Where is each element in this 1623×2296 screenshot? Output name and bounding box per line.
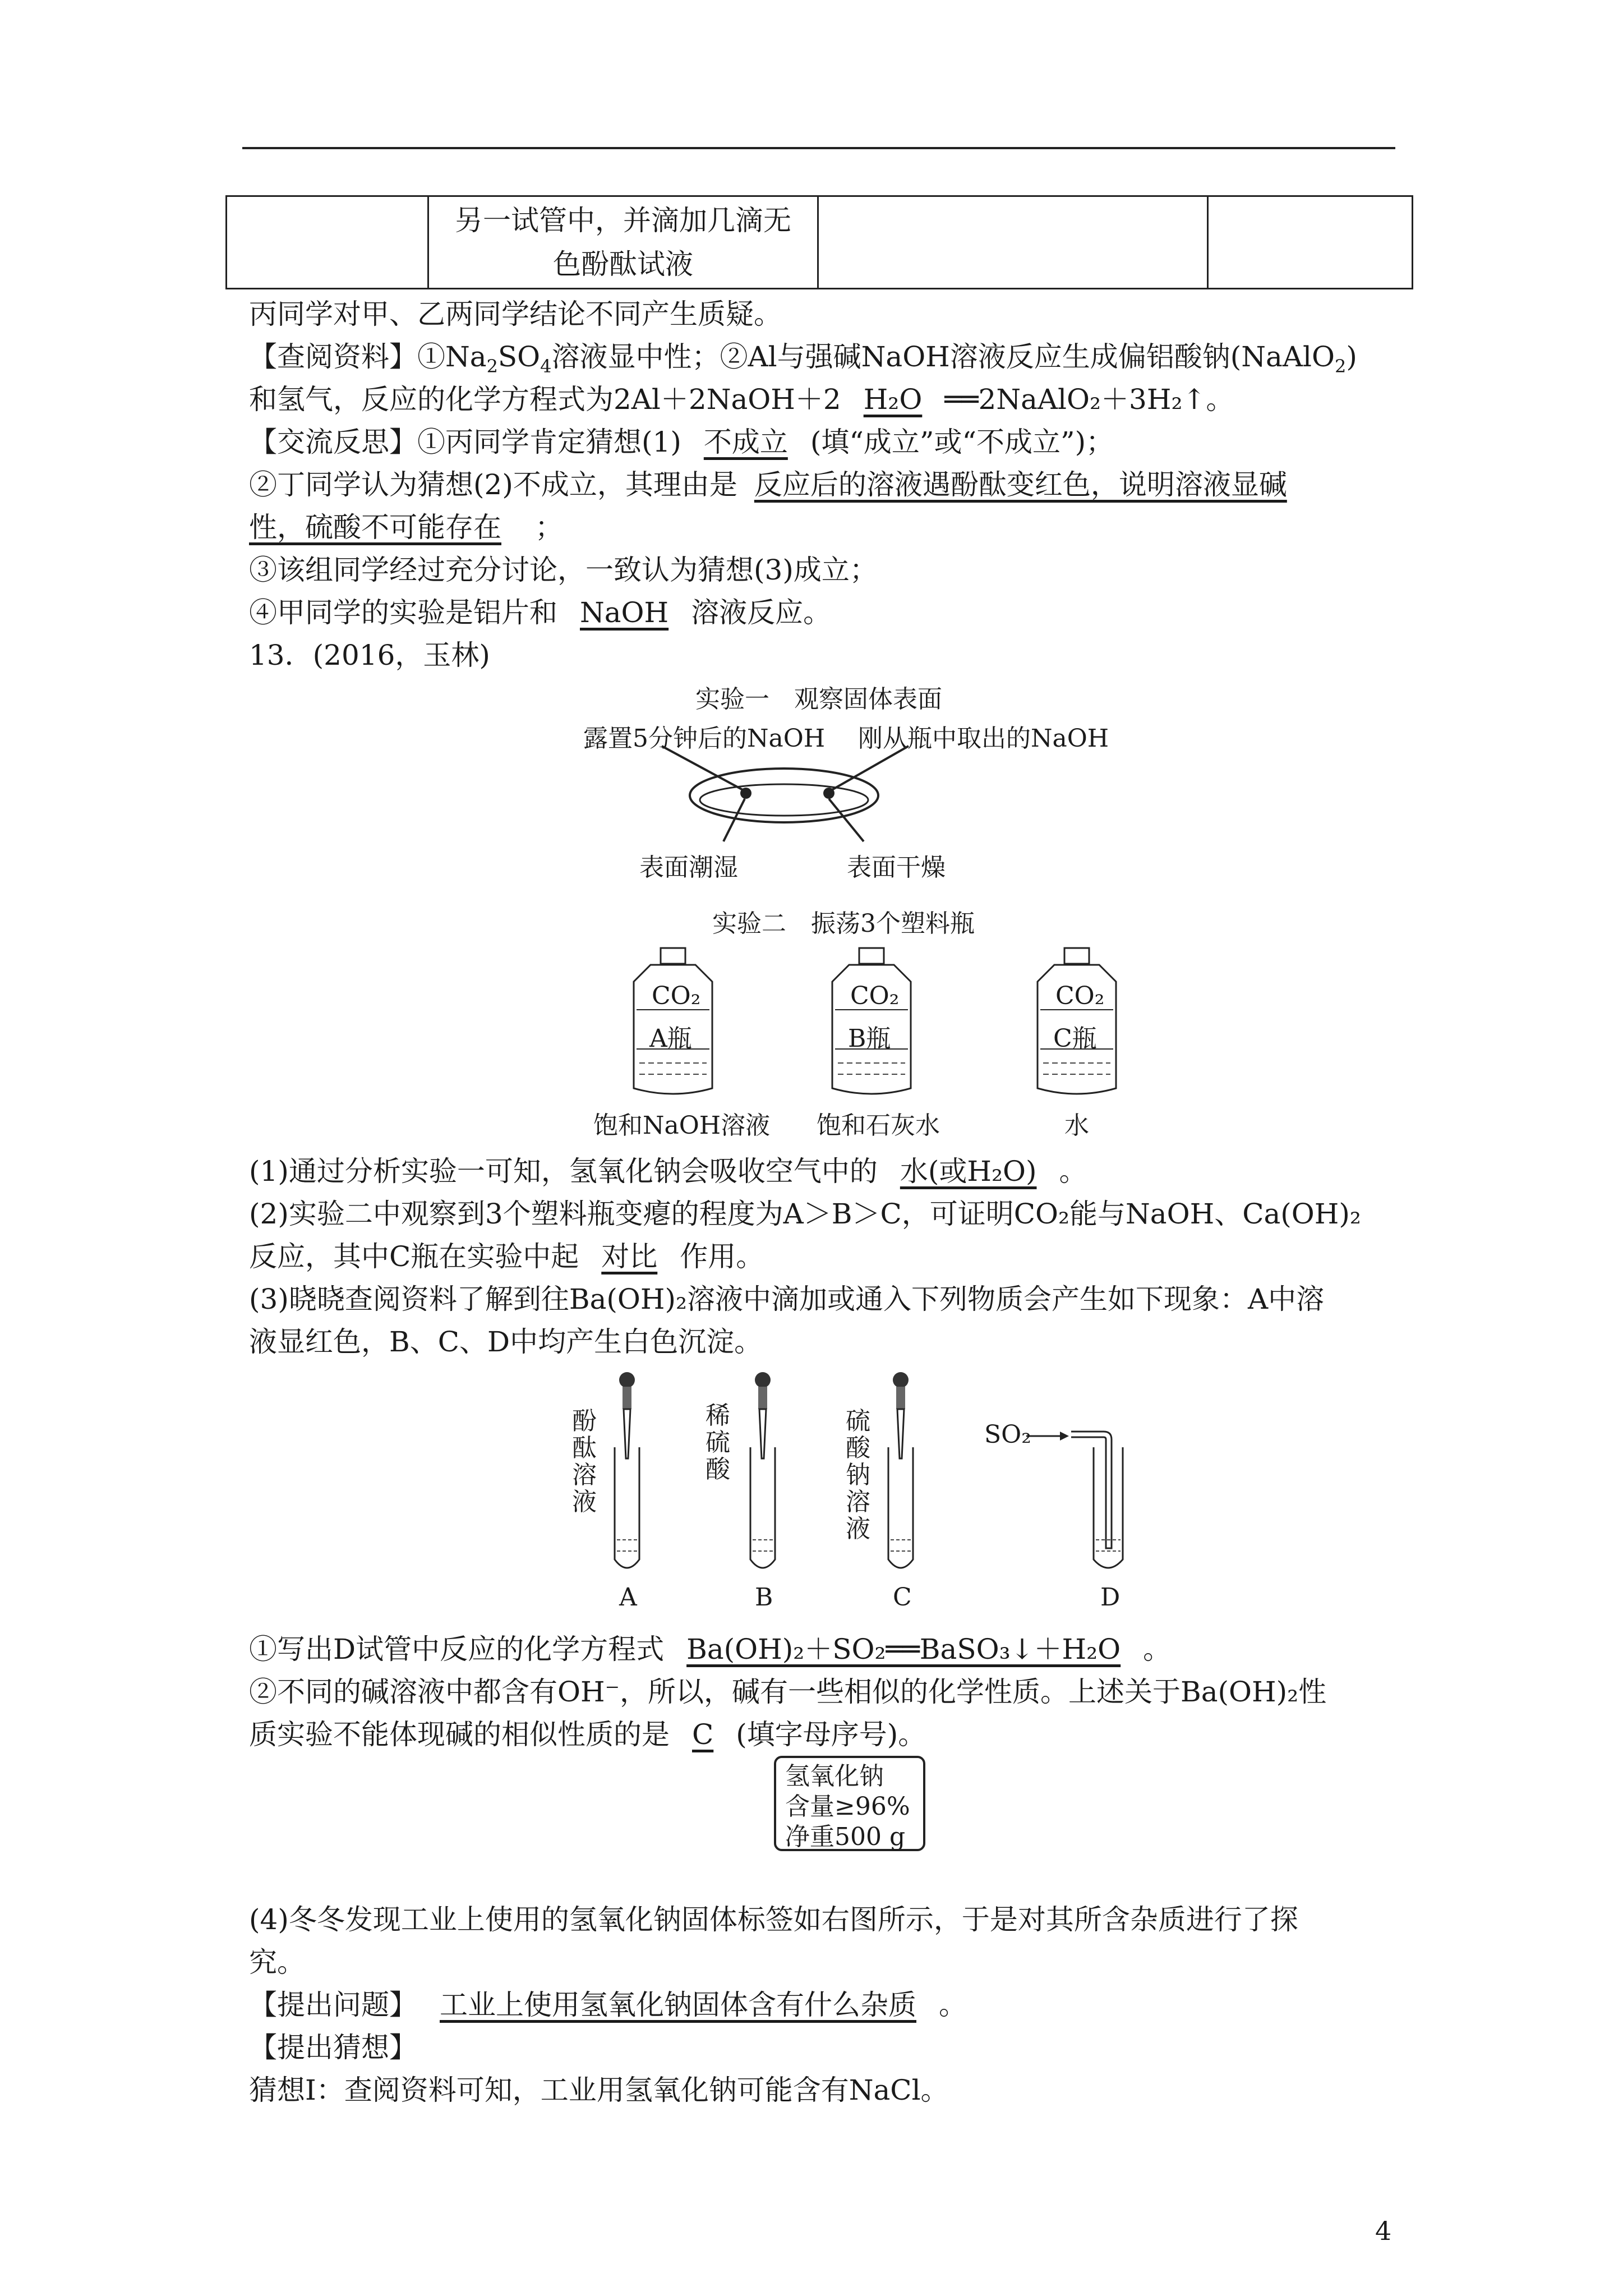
bottle-c-liquid: 水	[1064, 1111, 1089, 1140]
question-4: (4)冬冬发现工业上使用的氢氧化钠固体标签如右图所示，于是对其所含杂质进行了探	[249, 1903, 1298, 1936]
bottle-c-name: C瓶	[1053, 1024, 1097, 1053]
tube-d	[1026, 1432, 1123, 1568]
tube-c	[888, 1372, 913, 1568]
paragraph: ②丁同学认为猜想(2)不成立，其理由是 反应后的溶液遇酚酞变红色，说明溶液显碱	[249, 468, 1287, 501]
tube-label-a: A	[619, 1583, 637, 1612]
answer: 水(或H₂O)	[900, 1155, 1037, 1188]
question-4-hypothesis-heading: 【提出猜想】	[249, 2031, 417, 2064]
answer: 性，硫酸不可能存在	[249, 511, 501, 544]
answer: H₂O	[863, 383, 923, 416]
question-3-2-cont: 质实验不能体现碱的相似性质的是 C (填字母序号)。	[249, 1718, 926, 1751]
question-4-cont: 究。	[249, 1946, 305, 1978]
exp1-right-bottom: 表面干燥	[847, 853, 946, 882]
bottle-c-gas: CO₂	[1055, 982, 1105, 1010]
tube-c-reagent: 硫 酸 钠 溶 液	[846, 1407, 870, 1543]
exp1-right-top: 刚从瓶中取出的NaOH	[858, 724, 1109, 753]
paragraph: 丙同学对甲、乙两同学结论不同产生质疑。	[249, 298, 782, 330]
bottle-a-name: A瓶	[649, 1024, 692, 1053]
exp2-title: 实验二 振荡3个塑料瓶	[712, 909, 975, 938]
bottle-a-liquid: 饱和NaOH溶液	[593, 1111, 771, 1140]
page-number: 4	[1375, 2216, 1392, 2246]
tube-label-c: C	[893, 1583, 912, 1612]
question-3-1: ①写出D试管中反应的化学方程式 Ba(OH)₂＋SO₂══BaSO₃↓＋H₂O 。	[249, 1633, 1172, 1665]
answer: 对比	[601, 1240, 658, 1273]
question-3-2: ②不同的碱溶液中都含有OH⁻，所以，碱有一些相似的化学性质。上述关于Ba(OH)₂性	[249, 1676, 1327, 1708]
paragraph: 【查阅资料】$①Na_2SO_4$溶液显中性；②Al与强碱NaOH溶液反应生成偏铝酸钠(NaAlO$_2$)	[249, 341, 1357, 377]
paragraph: ④甲同学的实验是铝片和 NaOH 溶液反应。	[249, 596, 832, 629]
paragraph: 【交流反思】①丙同学肯定猜想(1) 不成立 (填“成立”或“不成立”)；	[249, 426, 1114, 458]
question-3-cont: 液显红色，B、C、D中均产生白色沉淀。	[249, 1326, 763, 1358]
bottle-b-liquid: 饱和石灰水	[817, 1111, 940, 1140]
paragraph: 和氢气，反应的化学方程式为2Al＋2NaOH＋2 H₂O ══2NaAlO₂＋3H₂↑。	[249, 383, 1234, 416]
answer: C	[692, 1718, 714, 1751]
answer: 不成立	[703, 426, 788, 458]
question-number: 13．(2016，玉林)	[249, 639, 490, 671]
cell-text: 色酚酞试液	[553, 248, 693, 280]
exp1-title: 实验一 观察固体表面	[695, 685, 942, 714]
paragraph: ③该组同学经过充分讨论，一致认为猜想(3)成立；	[249, 554, 878, 586]
answer: 工业上使用氢氧化钠固体含有什么杂质	[440, 1989, 916, 2021]
bottle-a-gas: CO₂	[652, 982, 701, 1010]
answer: Ba(OH)₂＋SO₂══BaSO₃↓＋H₂O	[686, 1633, 1121, 1665]
tube-label-b: B	[755, 1583, 773, 1612]
tube-a	[615, 1372, 639, 1568]
question-1: (1)通过分析实验一可知，氢氧化钠会吸收空气中的 水(或H₂O) 。	[249, 1155, 1087, 1188]
tube-a-reagent: 酚 酞 溶 液	[572, 1407, 597, 1516]
question-3: (3)晓晓查阅资料了解到往Ba(OH)₂溶液中滴加或通入下列物质会产生如下现象：A中溶	[249, 1283, 1325, 1315]
exp1-left-top: 露置5分钟后的NaOH	[583, 724, 826, 753]
answer: 反应后的溶液遇酚酞变红色，说明溶液显碱	[754, 468, 1287, 501]
bottle-b-name: B瓶	[848, 1024, 891, 1053]
tube-b	[750, 1372, 775, 1568]
tube-label-d: D	[1100, 1583, 1121, 1612]
naoh-label-box: 氢氧化钠 含量≥96% 净重500 g	[774, 1756, 925, 1851]
paragraph: 性，硫酸不可能存在 ；	[249, 511, 563, 544]
question-2-cont: 反应，其中C瓶在实验中起 对比 作用。	[249, 1240, 764, 1273]
question-2: (2)实验二中观察到3个塑料瓶变瘪的程度为A＞B＞C，可证明CO₂能与NaOH、Ca(OH)₂	[249, 1198, 1361, 1230]
exp1-left-bottom: 表面潮湿	[639, 853, 738, 882]
question-4-problem: 【提出问题】 工业上使用氢氧化钠固体含有什么杂质 。	[249, 1989, 967, 2021]
answer: NaOH	[580, 596, 669, 629]
cell-text: 另一试管中，并滴加几滴无	[455, 204, 791, 237]
tube-d-gas: SO₂	[984, 1420, 1031, 1449]
question-4-hypothesis-1: 猜想Ⅰ：查阅资料可知，工业用氢氧化钠可能含有NaCl。	[249, 2074, 949, 2106]
bottle-b-gas: CO₂	[850, 982, 900, 1010]
tube-b-reagent: 稀 硫 酸	[706, 1401, 730, 1484]
